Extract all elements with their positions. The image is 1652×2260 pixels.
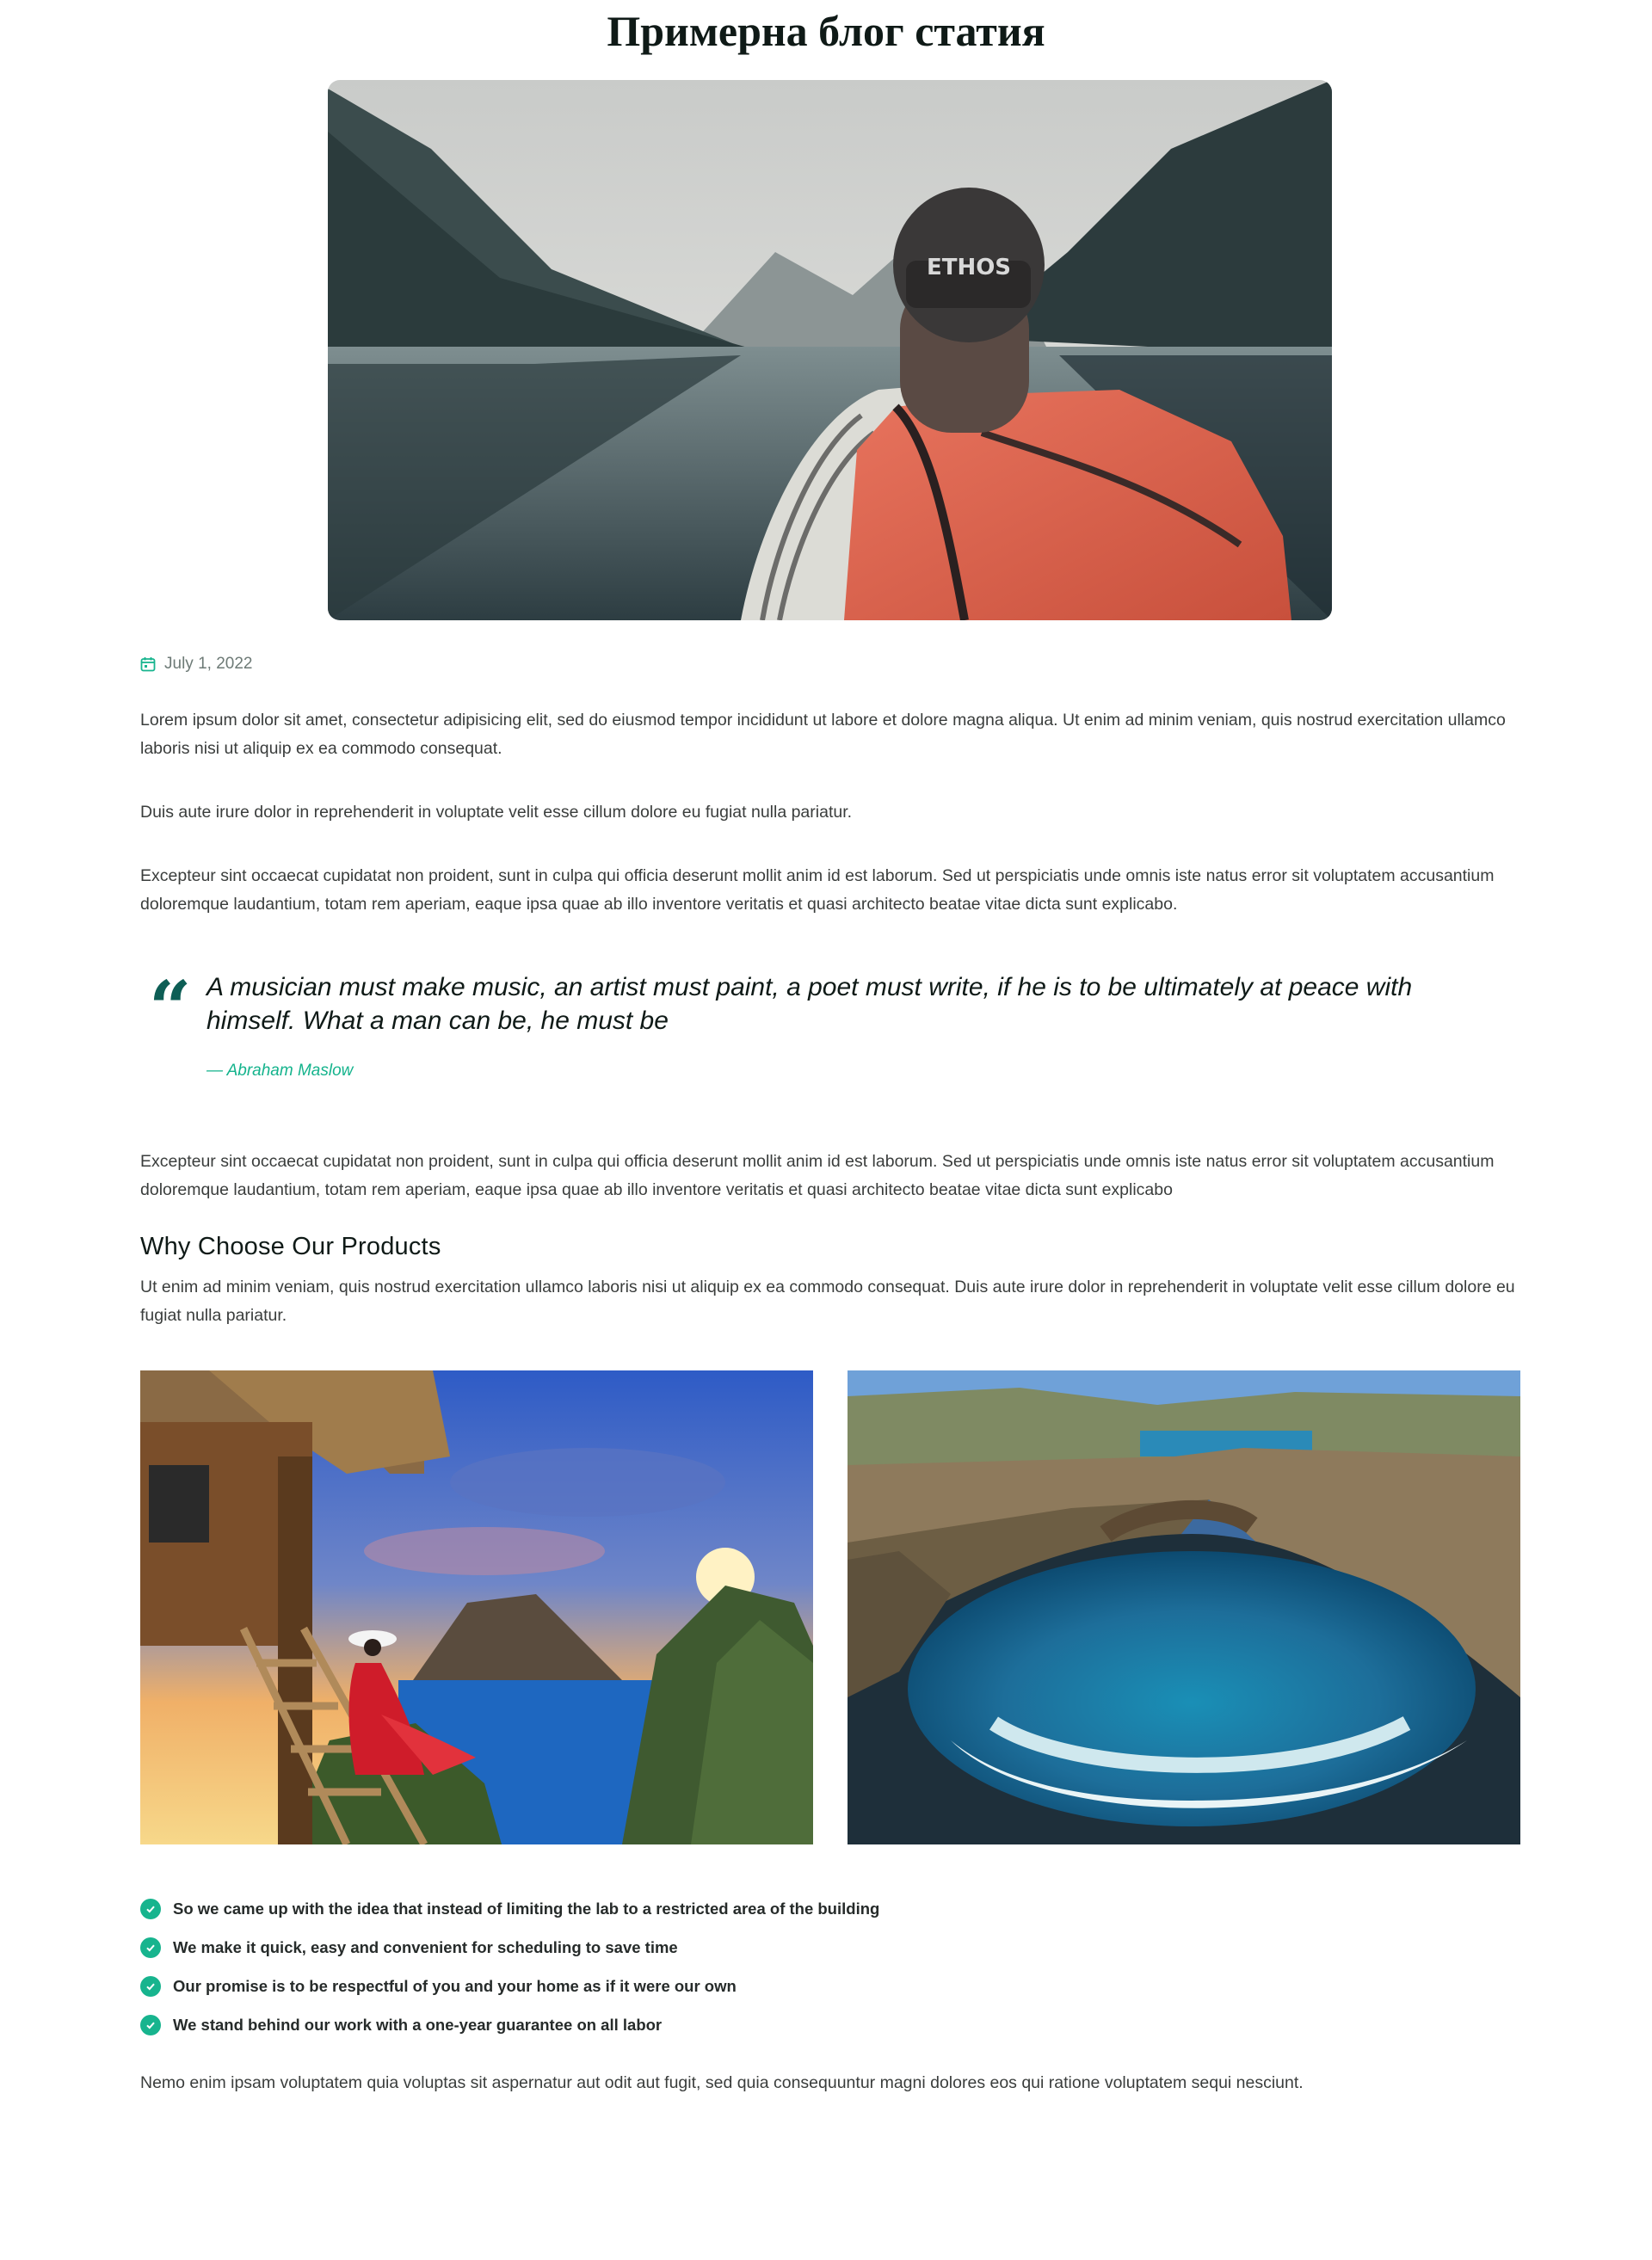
- svg-text:ETHOS: ETHOS: [926, 255, 1012, 280]
- feature-checklist: [140, 1889, 1520, 2044]
- check-circle-icon: [140, 1976, 161, 1997]
- list-item-label: We stand behind our work with a one-year guarantee on all labor: [173, 2015, 663, 2034]
- hero-image: [328, 80, 1332, 620]
- list-item-label: So we came up with the idea that instead of limiting the lab to a restricted area of the building: [173, 1899, 880, 1918]
- post-meta: [140, 650, 1520, 678]
- list-item: [140, 1889, 1520, 1928]
- gallery-image-coastal-arch: [848, 1370, 1520, 1844]
- list-item-label: Our promise is to be respectful of you and your home as if it were our own: [173, 1976, 737, 1995]
- section-heading: Why Choose Our Products: [140, 1233, 441, 1260]
- calendar-icon: [140, 656, 156, 672]
- quote-icon: “: [149, 965, 192, 1052]
- check-circle-icon: [140, 1899, 161, 1919]
- section-intro: Ut enim ad minim veniam, quis nostrud exercitation ullamco laboris nisi ut aliquip ex ea commodo consequat. Duis aute irure dolor in reprehenderit in voluptate velit esse cillum dolore eu fugiat nulla pariatur.: [140, 1278, 1515, 1325]
- gallery-image-treehouse: [140, 1370, 813, 1844]
- check-circle-icon: [140, 1937, 161, 1958]
- list-item: [140, 2005, 1520, 2044]
- body-paragraph: Duis aute irure dolor in reprehenderit in voluptate velit esse cillum dolore eu fugiat nulla pariatur.: [140, 803, 853, 822]
- quote-author: — Abraham Maslow: [206, 1062, 354, 1080]
- list-item-label: We make it quick, easy and convenient for scheduling to save time: [173, 1937, 678, 1956]
- quote-text: A musician must make music, an artist must paint, a poet must write, if he is to be ultimately at peace with himself. What a man can be, he must be: [206, 973, 1413, 1035]
- check-circle-icon: [140, 2015, 161, 2035]
- list-item: [140, 1928, 1520, 1967]
- closing-paragraph: Nemo enim ipsam voluptatem quia voluptas sit aspernatur aut odit aut fugit, sed quia consequuntur magni dolores eos qui ratione voluptatem sequi nesciunt.: [140, 2073, 1304, 2092]
- body-paragraph: Excepteur sint occaecat cupidatat non proident, sunt in culpa qui officia deserunt mollit anim id est laborum. Sed ut perspiciatis unde omnis iste natus error sit voluptatem accusantium doloremque laudantium, totam rem aperiam, eaque ipsa quae ab illo inventore veritatis et quasi architecto beatae vitae dicta sunt explicabo.: [140, 866, 1495, 914]
- list-item: [140, 1967, 1520, 2005]
- body-paragraph: Excepteur sint occaecat cupidatat non proident, sunt in culpa qui officia deserunt mollit anim id est laborum. Sed ut perspiciatis unde omnis iste natus error sit voluptatem accusantium doloremque laudantium, totam rem aperiam, eaque ipsa quae ab illo inventore veritatis et quasi architecto beatae vitae dicta sunt explicabo: [140, 1152, 1495, 1199]
- blockquote: [140, 965, 1520, 1091]
- body-paragraph: Lorem ipsum dolor sit amet, consectetur adipisicing elit, sed do eiusmod tempor incididunt ut labore et dolore magna aliqua. Ut enim ad minim veniam, quis nostrud exercitation ullamco laboris nisi ut aliquip ex ea commodo consequat.: [140, 711, 1506, 758]
- page-title: Примерна блог статия: [607, 7, 1045, 55]
- post-date: July 1, 2022: [164, 655, 253, 673]
